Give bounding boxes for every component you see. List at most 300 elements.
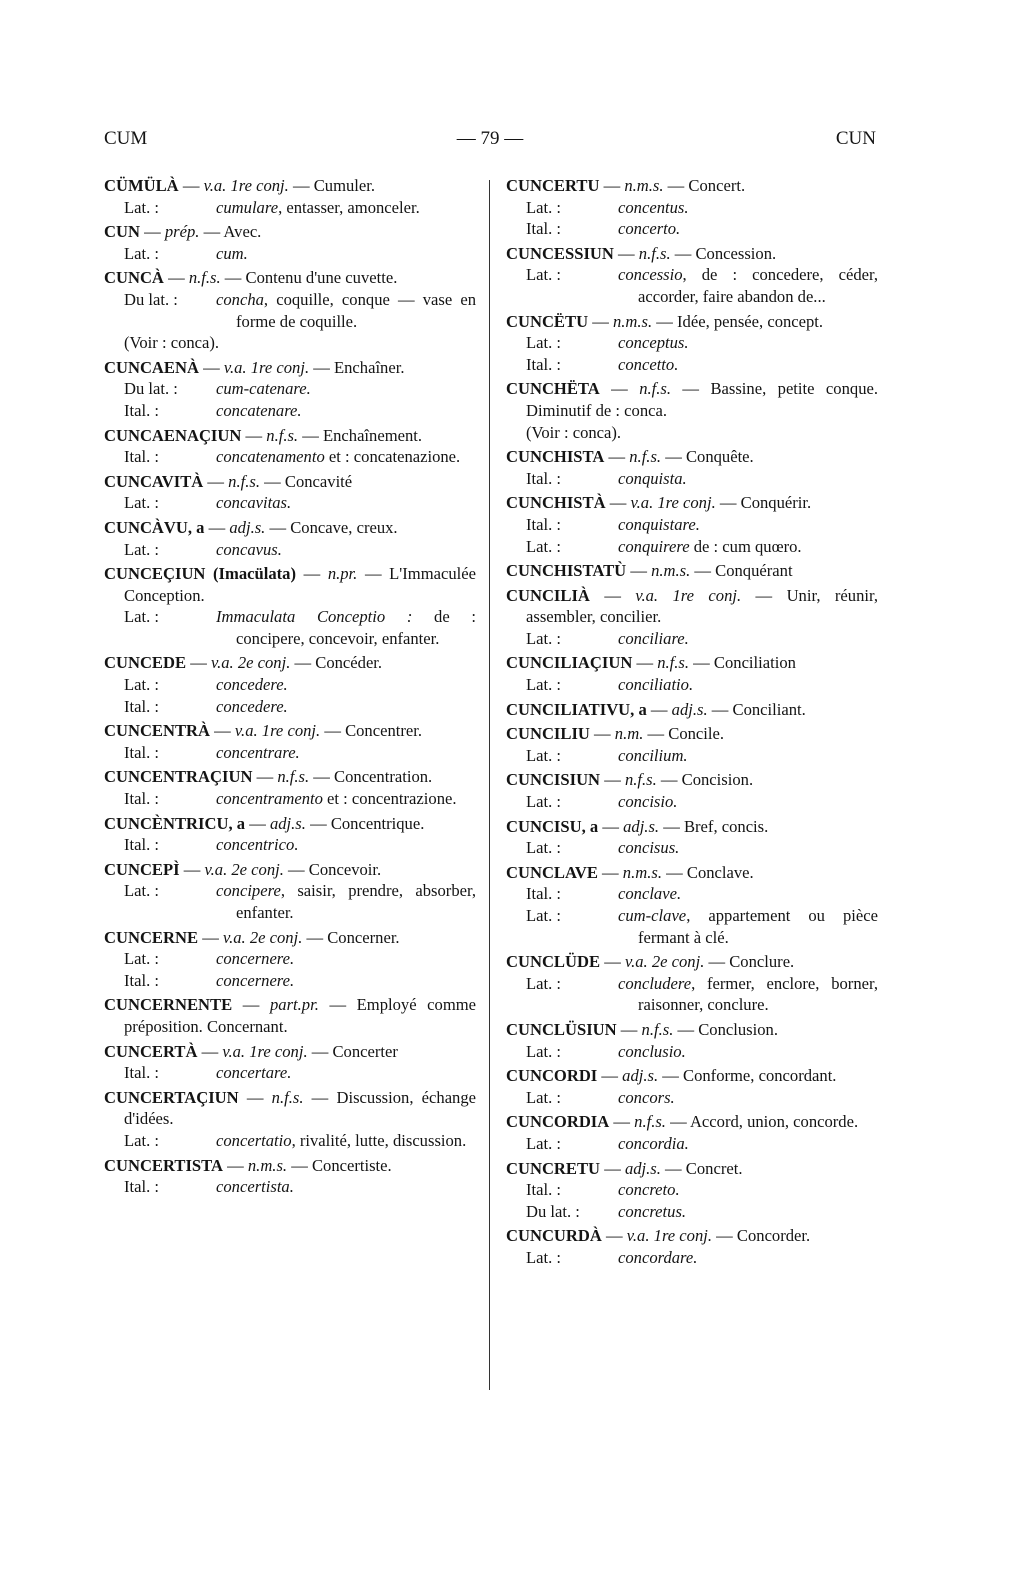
etymology-line [104,289,476,332]
etymology-term: concretus. [618,1201,687,1221]
entry-definition-line: CUNCÀVU, a — adj.s. — Concave, creux. [104,517,398,537]
etymology-line [506,745,878,767]
etymology-line [506,197,878,219]
etymology-text [618,905,878,948]
definition: Concerner. [327,927,400,947]
etymology-term: concertare. [216,1063,292,1083]
definition: Concentrique. [330,813,425,833]
etymology-label: Lat. : [526,792,562,812]
etymology-label: Lat. : [124,607,160,627]
etymology-gloss: et : concentrazione. [322,789,457,809]
etymology-gloss: , coquille, conque — vase en forme de coquille. [236,289,476,331]
dictionary-entry [104,1155,476,1198]
entry-definition-line: CUNCÀ — n.f.s. — Contenu d'une cuvette. [104,268,398,288]
etymology-term: concreto. [618,1180,680,1200]
etymology-term: conciliare. [618,628,689,648]
grammar-label: adj.s. [229,517,266,537]
entry-definition-line: CUNCÈNTRICU, a — adj.s. — Concentrique. [104,813,425,833]
etymology-line [506,332,878,354]
entry-definition-line: CUNCHËTA — n.f.s. — Bassine, petite conque. Diminutif de : conca. [506,379,879,420]
etymology-label: Lat. : [526,838,562,858]
grammar-label: v.a. 2e conj. [210,653,291,673]
definition: Conciliant. [732,699,806,719]
definition: Concave, creux. [290,517,398,537]
grammar-label: adj.s. [624,1158,661,1178]
grammar-label: adj.s. [671,699,708,719]
etymology-term: concavus. [216,539,282,559]
etymology-term: concilium. [618,745,688,765]
dictionary-entry [506,1065,878,1108]
dictionary-entry [506,492,878,557]
definition: Concile. [668,724,725,744]
etymology-term: concors. [618,1087,675,1107]
grammar-label: n.m.s. [247,1155,288,1175]
etymology-text [618,536,878,558]
etymology-text [216,606,476,649]
grammar-label: n.m. [614,724,644,744]
etymology-term: concernere. [216,949,295,969]
etymology-text [618,468,878,490]
headword: CUNCEÇIUN (Imacülata) [104,564,296,584]
etymology-line [104,1176,476,1198]
etymology-line [104,788,476,810]
definition: Enchaîner. [333,357,405,377]
entry-definition-line: CUNCESSIUN — n.f.s. — Concession. [506,243,777,263]
etymology-line [104,1130,476,1152]
dictionary-entry [104,994,476,1037]
dictionary-entry [506,1225,878,1268]
etymology-text [216,1130,476,1152]
definition: Conquérir. [740,493,812,513]
etymology-label: Ital. : [526,468,562,488]
dictionary-entry [506,1111,878,1154]
grammar-label: n.pr. [327,564,358,584]
headword: CUNCHISTÀ [506,493,606,513]
etymology-term: concessio [618,265,683,285]
etymology-term: Immaculata Conceptio : [216,607,413,627]
etymology-line [104,197,476,219]
etymology-label: Ital. : [124,400,160,420]
etymology-text [618,628,878,650]
etymology-text [216,1062,476,1084]
dictionary-entry [506,446,878,489]
dictionary-entry [104,859,476,924]
grammar-label: n.m.s. [651,561,691,581]
headword: CUNCHËTA [506,379,600,399]
dictionary-entry [104,221,476,264]
etymology-text [618,1247,878,1269]
entry-definition-line: CUNCHISTÀ — v.a. 1re conj. — Conquérir. [506,493,812,513]
etymology-text [216,696,476,718]
grammar-label: v.a. 2e conj. [624,952,705,972]
entry-definition-line: CUNCORDIA — n.f.s. — Accord, union, concorde. [506,1112,859,1132]
entry-definition-line: CUNCISIUN — n.f.s. — Concision. [506,770,754,790]
definition: L'Immaculée Conception. [124,564,476,605]
etymology-text [216,492,476,514]
etymology-label: Ital. : [526,1180,562,1200]
grammar-label: n.f.s. [634,1112,666,1132]
entry-definition-line: CUNCENTRÀ — v.a. 1re conj. — Concentrer. [104,721,423,741]
entry-definition-line: CÜMÜLÀ — v.a. 1re conj. — Cumuler. [104,176,376,195]
etymology-text [618,354,878,376]
etymology-line [506,1247,878,1269]
etymology-line [506,264,878,307]
etymology-term: concertatio [216,1130,292,1150]
etymology-text [216,742,476,764]
definition: Conclure. [729,952,795,972]
dictionary-entry [506,862,878,948]
entry-definition-line: CUNCILIU — n.m. — Concile. [506,724,725,744]
entry-definition-line: CUNCORDI — adj.s. — Conforme, concordant. [506,1066,837,1086]
etymology-line [506,514,878,536]
cross-reference-note: (Voir : conca). [124,333,220,353]
headword: CUNCESSIUN [506,243,614,263]
etymology-text [618,218,878,240]
etymology-term: concludere [618,973,692,993]
grammar-label: n.f.s. [228,471,260,491]
grammar-label: v.a. 2e conj. [222,927,303,947]
etymology-label: Lat. : [124,493,160,513]
headword: CUNCAENÀ [104,357,199,377]
etymology-term: concatenare. [216,400,302,420]
headword: CUNCAVITÀ [104,471,204,491]
headword: CUNCERTU [506,176,600,195]
definition: Conquérant [715,561,793,581]
etymology-term: concisio. [618,792,678,812]
etymology-text [216,880,476,923]
etymology-line [506,536,878,558]
definition: Concerter [332,1041,398,1061]
headword: CUNCURDÀ [506,1226,602,1246]
etymology-line [506,883,878,905]
dictionary-entry [104,267,476,353]
etymology-text [618,514,878,536]
etymology-label: Ital. : [124,447,160,467]
dictionary-entry [104,1087,476,1152]
etymology-term: conquirere [618,536,690,556]
etymology-text [618,1133,878,1155]
grammar-label: v.a. 1re conj. [635,585,742,605]
etymology-text [618,197,878,219]
entry-definition-line: CUNCLÜDE — v.a. 2e conj. — Conclure. [506,952,795,972]
entry-definition-line: CUNCILIÀ — v.a. 1re conj. — Unir, réunir, assembler, concilier. [506,585,879,627]
etymology-label: Du lat. : [124,379,178,399]
definition: Concertiste. [311,1155,392,1175]
dictionary-entry [506,585,878,650]
etymology-text [216,197,476,219]
grammar-label: n.f.s. [277,767,310,787]
headword: CUNCLAVE [506,862,598,882]
etymology-label: Lat. : [124,949,160,969]
headword: CUNCERTISTA [104,1155,223,1175]
etymology-term: conquistare. [618,514,700,534]
etymology-line [104,400,476,422]
dictionary-entry [506,175,878,240]
definition: Bref, concis. [683,816,769,836]
headword: CUNCORDIA [506,1112,610,1132]
etymology-text [216,948,476,970]
entry-definition-line: CUNCERTÀ — v.a. 1re conj. — Concerter [104,1041,398,1061]
cross-reference-note: (Voir : conca). [526,422,622,442]
headword: CUNCÀ [104,268,164,288]
etymology-text [618,264,878,307]
entry-definition-line: CUNCERTAÇIUN — n.f.s. — Discussion, échange d'idées. [104,1087,477,1129]
dictionary-entry [104,517,476,560]
etymology-label: Du lat. : [124,289,178,309]
etymology-text [618,1201,878,1223]
entry-definition-line: CUNCLÜSIUN — n.f.s. — Conclusion. [506,1019,778,1039]
grammar-label: n.f.s. [638,243,671,263]
dictionary-entry [506,1158,878,1223]
header-right-guide-word: CUN [835,128,876,149]
etymology-line [104,243,476,265]
etymology-label: Lat. : [526,265,562,285]
headword: CUNCHISTA [506,447,605,467]
etymology-term: conquista. [618,468,687,488]
dictionary-entry [506,769,878,812]
definition: Conclusion. [698,1019,778,1039]
etymology-line [104,742,476,764]
grammar-label: n.f.s. [624,770,657,790]
etymology-term: concordare. [618,1247,698,1267]
etymology-line [506,1087,878,1109]
entry-definition-line: CUNCERTISTA — n.m.s. — Concertiste. [104,1155,392,1175]
definition: Conclave. [686,862,754,882]
etymology-gloss: , appartement ou pièce fermant à clé. [638,906,878,947]
entry-definition-line: CUNCRETU — adj.s. — Concret. [506,1158,743,1178]
headword: CUNCLÜSIUN [506,1019,617,1039]
dictionary-entry [104,357,476,422]
headword: CUNCILIATIVU, a [506,699,647,719]
grammar-label: v.a. 2e conj. [204,859,284,879]
entry-definition-line: CUNCEDE — v.a. 2e conj. — Concéder. [104,653,383,673]
entry-definition-line: CUNCAENAÇIUN — n.f.s. — Enchaînement. [104,425,423,445]
headword: CUNCLÜDE [506,952,601,972]
entry-definition-line: CUNCURDÀ — v.a. 1re conj. — Concorder. [506,1226,811,1246]
dictionary-entry [506,311,878,376]
headword: CUNCEPÌ [104,859,180,879]
etymology-label: Lat. : [526,1247,562,1267]
etymology-label: Lat. : [526,745,562,765]
headword: CUNCHISTATÙ [506,561,627,581]
grammar-label: n.m.s. [624,176,664,195]
entry-definition-line: CUNCERNE — v.a. 2e conj. — Concerner. [104,927,400,947]
etymology-text [618,837,878,859]
dictionary-entry [104,927,476,992]
headword: CUNCERTAÇIUN [104,1087,239,1107]
etymology-line [506,791,878,813]
etymology-term: concerto. [618,219,681,239]
headword: CUNCERNE [104,927,199,947]
etymology-line [104,880,476,923]
etymology-line [104,834,476,856]
etymology-label: Ital. : [124,835,160,855]
etymology-text [216,834,476,856]
etymology-text [216,970,476,992]
left-column [104,175,476,1201]
dictionary-entry [506,378,878,443]
etymology-text [216,788,476,810]
headword: CUNCAENAÇIUN [104,425,242,445]
definition: Concret. [685,1158,743,1178]
headword: CUNCERTÀ [104,1041,198,1061]
etymology-term: concentrico. [216,835,299,855]
etymology-term: cum-catenare. [216,379,311,399]
etymology-gloss: , de : concedere, céder, accorder, faire abandon de... [638,265,878,306]
etymology-line [104,378,476,400]
grammar-label: v.a. 1re conj. [203,176,289,195]
etymology-term: concavitas. [216,493,292,513]
grammar-label: adj.s. [622,1066,659,1086]
etymology-gloss: de : cum quœro. [689,536,802,556]
column-divider [489,180,490,1390]
etymology-term: concordia. [618,1133,689,1153]
entry-definition-line: CUNCEÇIUN (Imacülata) — n.pr. — L'Immaculée Conception. [104,564,476,605]
etymology-label: Ital. : [526,514,562,534]
headword: CUNCERNENTE [104,995,233,1015]
grammar-label: n.f.s. [266,425,299,445]
etymology-text [216,289,476,332]
etymology-text [216,1176,476,1198]
grammar-label: n.f.s. [629,447,662,467]
etymology-label: Ital. : [124,742,160,762]
etymology-term: concedere. [216,696,288,716]
definition: Accord, union, concorde. [689,1112,859,1132]
etymology-gloss: et : concatenazione. [324,447,461,467]
etymology-line [506,905,878,948]
definition: Conciliation [713,653,796,673]
etymology-gloss: de : concipere, concevoir, enfanter. [236,607,476,648]
entry-definition-line: CUNCHISTA — n.f.s. — Conquête. [506,447,754,467]
etymology-line [506,1041,878,1063]
right-column [506,175,878,1272]
etymology-label: Lat. : [124,197,160,217]
etymology-label: Lat. : [526,1087,562,1107]
page-header [104,128,876,158]
etymology-label: Du lat. : [526,1201,580,1221]
etymology-line [506,354,878,376]
etymology-text [216,378,476,400]
etymology-term: conclave. [618,884,682,904]
etymology-line [104,1062,476,1084]
dictionary-entry [506,243,878,308]
entry-definition-line: CUN — prép. — Avec. [104,222,262,242]
entry-definition-line: CUNCEPÌ — v.a. 2e conj. — Concevoir. [104,859,382,879]
etymology-term: concernere. [216,970,295,990]
etymology-line [104,970,476,992]
page-number: — 79 — [456,128,524,149]
etymology-term: concentramento [216,789,323,809]
header-left-guide-word: CUM [104,128,148,149]
entry-definition-line: CUNCAENÀ — v.a. 1re conj. — Enchaîner. [104,357,405,377]
etymology-text [618,1087,878,1109]
headword: CUNCEDE [104,653,187,673]
grammar-label: n.f.s. [188,268,221,288]
dictionary-entry [104,563,476,649]
etymology-term: concipere [216,881,281,901]
dictionary-entry [104,471,476,514]
headword: CUNCILIU [506,724,590,744]
etymology-term: concedere. [216,675,288,695]
etymology-line [104,948,476,970]
etymology-term: concentus. [618,197,689,217]
etymology-text [618,1041,878,1063]
etymology-label: Ital. : [526,354,562,374]
definition: Concevoir. [308,859,382,879]
headword: CUNCÈNTRICU, a [104,813,246,833]
entry-definition-line: CUNCENTRAÇIUN — n.f.s. — Concentration. [104,767,433,787]
entry-definition-line: CUNCLAVE — n.m.s. — Conclave. [506,862,754,882]
etymology-term: concetto. [618,354,679,374]
etymology-term: concertista. [216,1177,294,1197]
grammar-label: v.a. 1re conj. [223,357,310,377]
etymology-text [216,243,476,265]
definition: Idée, pensée, concept. [677,311,824,331]
etymology-gloss: , rivalité, lutte, discussion. [291,1130,467,1150]
grammar-label: n.f.s. [641,1019,674,1039]
etymology-text [618,674,878,696]
etymology-label: Lat. : [124,1130,160,1150]
grammar-label: n.m.s. [612,311,653,331]
etymology-label: Ital. : [124,970,160,990]
entry-definition-line: CUNCHISTATÙ — n.m.s. — Conquérant [506,561,793,581]
etymology-line [104,539,476,561]
etymology-line [506,1179,878,1201]
definition: Enchaînement. [322,425,423,445]
definition: Concentrer. [345,721,423,741]
etymology-text [618,791,878,813]
etymology-label: Lat. : [526,197,562,217]
grammar-label: prép. [164,222,200,242]
etymology-label: Lat. : [124,539,160,559]
etymology-label: Lat. : [526,1133,562,1153]
definition: Concavité [284,471,353,491]
etymology-line [104,696,476,718]
etymology-term: concentrare. [216,742,300,762]
etymology-term: conciliatio. [618,675,694,695]
etymology-label: Lat. : [124,243,160,263]
etymology-label: Ital. : [526,884,562,904]
headword: CUNCENTRÀ [104,721,211,741]
headword: CUN [104,222,140,242]
etymology-gloss: , entasser, amonceler. [278,197,420,217]
dictionary-entry [506,951,878,1016]
definition: Conquête. [685,447,754,467]
etymology-line [506,674,878,696]
etymology-label: Lat. : [526,333,562,353]
definition: Employé comme préposition. Concernant. [124,995,477,1036]
etymology-label: Lat. : [526,973,562,993]
grammar-label: v.a. 1re conj. [630,493,716,513]
grammar-label: n.m.s. [622,862,662,882]
etymology-term: conclusio. [618,1041,686,1061]
definition: Concert. [688,176,746,195]
etymology-gloss: , fermer, enclore, borner, raisonner, conclure. [638,973,878,1015]
dictionary-entry [506,699,878,721]
grammar-label: adj.s. [269,813,306,833]
etymology-term: conceptus. [618,333,689,353]
etymology-text [216,400,476,422]
definition: Discussion, échange d'idées. [124,1087,477,1129]
etymology-label: Lat. : [124,675,160,695]
dictionary-entry [104,766,476,809]
etymology-label: Ital. : [124,1063,160,1083]
etymology-line [506,218,878,240]
grammar-label: v.a. 1re conj. [626,1226,713,1246]
etymology-label: Ital. : [124,1177,160,1197]
etymology-text [618,332,878,354]
etymology-line [506,837,878,859]
